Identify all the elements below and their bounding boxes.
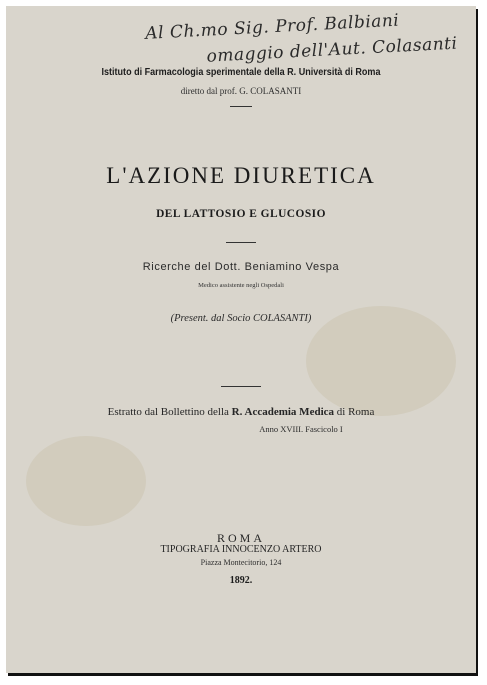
page-subtitle: DEL LATTOSIO E GLUCOSIO [156, 206, 326, 220]
director-line: diretto dal prof. G. COLASANTI [180, 86, 302, 96]
extract-line [6, 406, 476, 418]
divider [226, 242, 256, 243]
issue-line: Anno XVIII. Fascicolo I [259, 424, 343, 434]
publication-year: 1892. [229, 575, 253, 586]
extract-suffix: di Roma [334, 406, 375, 418]
academy-name: R. Accademia Medica [231, 406, 335, 418]
publisher-name: TIPOGRAFIA INNOCENZO ARTERO [160, 544, 322, 555]
divider [221, 386, 261, 387]
institute-line: Istituto di Farmacologia sperimentale della R. Università di Roma [101, 66, 381, 78]
author-role: Medico assistente negli Ospedali [198, 282, 284, 289]
dedication-line-2: omaggio dell'Aut. Colasanti [206, 33, 458, 67]
publisher-city: ROMA [216, 531, 265, 545]
presented-by: (Present. dal Socio COLASANTI) [170, 313, 312, 324]
paper-stain [26, 436, 146, 526]
divider [230, 106, 252, 107]
author-line: Ricerche del Dott. Beniamino Vespa [142, 261, 340, 273]
page-title: L'AZIONE DIURETICA [106, 163, 376, 188]
publisher-address: Piazza Montecitorio, 124 [200, 558, 282, 567]
extract-prefix: Estratto dal Bollettino della [107, 406, 232, 418]
dedication-line-1: Al Ch.mo Sig. Prof. Balbiani [144, 10, 400, 44]
document-cover [6, 6, 476, 673]
